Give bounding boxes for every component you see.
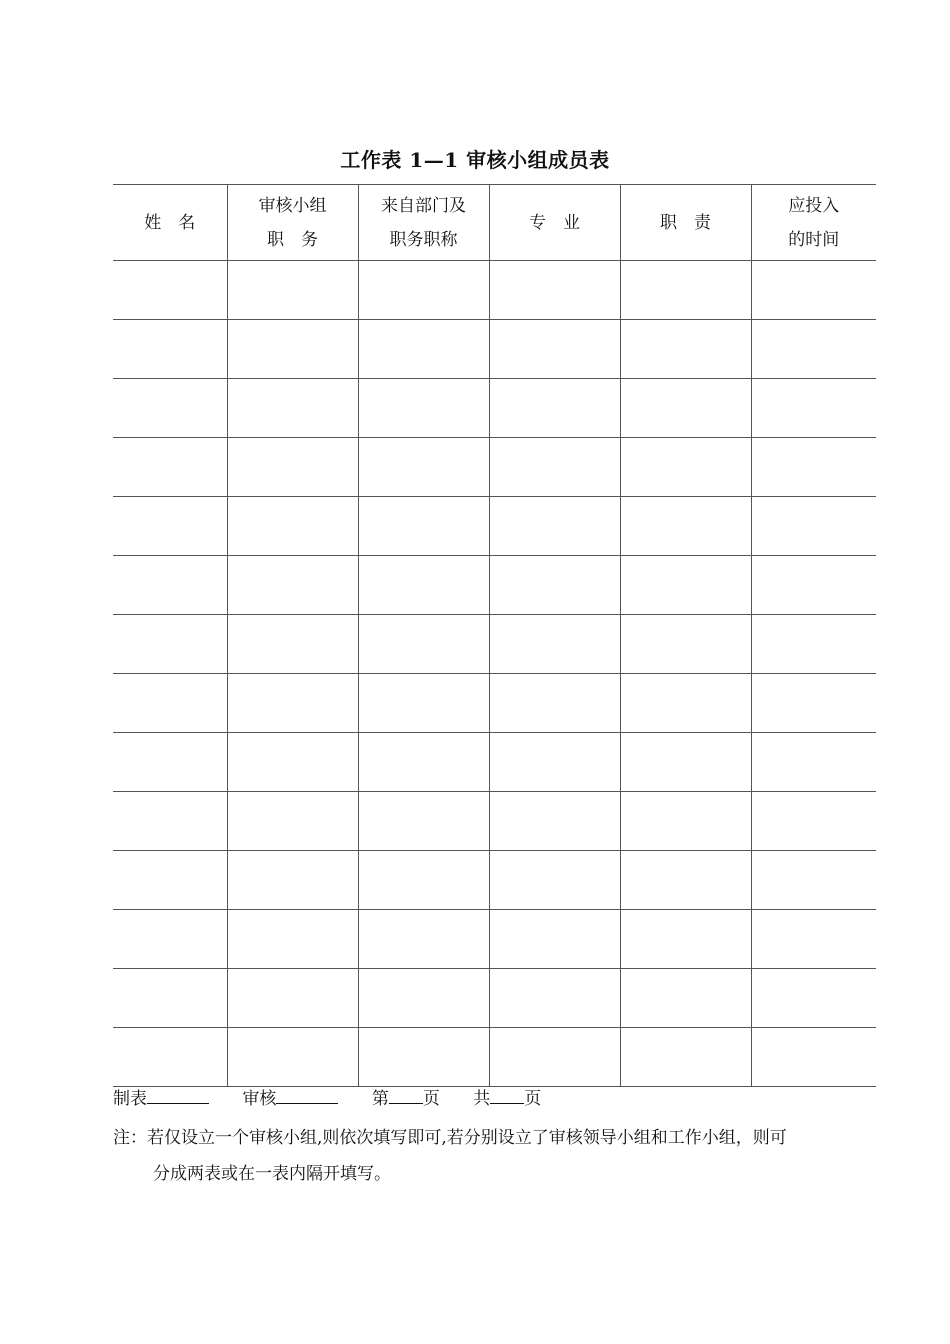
table-cell[interactable] xyxy=(358,1028,489,1087)
table-cell[interactable] xyxy=(489,556,620,615)
table-cell[interactable] xyxy=(113,320,227,379)
table-cell[interactable] xyxy=(358,438,489,497)
table-cell[interactable] xyxy=(227,438,358,497)
page-number-field[interactable] xyxy=(389,1089,423,1104)
table-cell[interactable] xyxy=(620,851,751,910)
table-cell[interactable] xyxy=(227,969,358,1028)
table-cell[interactable] xyxy=(620,497,751,556)
table-cell[interactable] xyxy=(751,320,876,379)
made-by-field[interactable] xyxy=(147,1089,209,1104)
table-cell[interactable] xyxy=(113,615,227,674)
table-cell[interactable] xyxy=(358,320,489,379)
table-cell[interactable] xyxy=(113,733,227,792)
table-cell[interactable] xyxy=(113,1028,227,1087)
table-cell[interactable] xyxy=(227,1028,358,1087)
table-cell[interactable] xyxy=(620,792,751,851)
table-cell[interactable] xyxy=(751,438,876,497)
table-cell[interactable] xyxy=(113,792,227,851)
table-cell[interactable] xyxy=(113,969,227,1028)
table-cell[interactable] xyxy=(358,379,489,438)
table-cell[interactable] xyxy=(489,261,620,320)
table-cell[interactable] xyxy=(113,497,227,556)
page-title: 工作表 1—1 审核小组成员表 xyxy=(340,148,610,172)
table-cell[interactable] xyxy=(620,379,751,438)
table-cell[interactable] xyxy=(751,851,876,910)
table-cell[interactable] xyxy=(751,733,876,792)
table-cell[interactable] xyxy=(358,910,489,969)
table-cell[interactable] xyxy=(489,438,620,497)
header-specialty: 专 业 xyxy=(489,185,620,261)
table-cell[interactable] xyxy=(489,497,620,556)
table-row xyxy=(113,556,876,615)
table-cell[interactable] xyxy=(358,497,489,556)
table-cell[interactable] xyxy=(227,261,358,320)
table-cell[interactable] xyxy=(113,674,227,733)
table-cell[interactable] xyxy=(489,851,620,910)
table-cell[interactable] xyxy=(113,438,227,497)
table-cell[interactable] xyxy=(358,969,489,1028)
table-cell[interactable] xyxy=(358,851,489,910)
table-cell[interactable] xyxy=(227,792,358,851)
header-duties: 职 责 xyxy=(620,185,751,261)
table-cell[interactable] xyxy=(113,261,227,320)
table-cell[interactable] xyxy=(620,320,751,379)
table-cell[interactable] xyxy=(751,261,876,320)
page-prefix: 第 xyxy=(371,1089,389,1109)
table-cell[interactable] xyxy=(227,379,358,438)
table-cell[interactable] xyxy=(358,792,489,851)
table-row xyxy=(113,910,876,969)
total-prefix: 共 xyxy=(473,1089,491,1109)
made-by-label: 制表 xyxy=(113,1089,147,1109)
table-cell[interactable] xyxy=(620,556,751,615)
table-cell[interactable] xyxy=(113,379,227,438)
table-cell[interactable] xyxy=(227,733,358,792)
header-time-commitment: 应投入 的时间 xyxy=(751,185,876,261)
table-cell[interactable] xyxy=(620,910,751,969)
table-cell[interactable] xyxy=(489,320,620,379)
table-row xyxy=(113,674,876,733)
table-cell[interactable] xyxy=(227,910,358,969)
review-field[interactable] xyxy=(276,1089,338,1104)
header-department-title: 来自部门及 职务职称 xyxy=(358,185,489,261)
page-suffix: 页 xyxy=(422,1089,440,1109)
table-cell[interactable] xyxy=(751,379,876,438)
table-cell[interactable] xyxy=(227,615,358,674)
review-label: 审核 xyxy=(242,1089,277,1109)
table-cell[interactable] xyxy=(489,792,620,851)
table-row xyxy=(113,379,876,438)
table-cell[interactable] xyxy=(113,556,227,615)
table-cell[interactable] xyxy=(489,910,620,969)
table-cell[interactable] xyxy=(751,1028,876,1087)
footnote xyxy=(113,1120,893,1192)
table-row xyxy=(113,320,876,379)
table-cell[interactable] xyxy=(620,1028,751,1087)
table-cell[interactable] xyxy=(113,851,227,910)
table-row xyxy=(113,438,876,497)
total-pages-field[interactable] xyxy=(490,1089,524,1104)
table-cell[interactable] xyxy=(751,792,876,851)
table-row xyxy=(113,733,876,792)
table-cell[interactable] xyxy=(227,497,358,556)
table-row xyxy=(113,851,876,910)
table-cell[interactable] xyxy=(358,556,489,615)
header-group-position: 审核小组 职 务 xyxy=(227,185,358,261)
table-row xyxy=(113,615,876,674)
table-cell[interactable] xyxy=(620,438,751,497)
table-cell[interactable] xyxy=(751,615,876,674)
table-cell[interactable] xyxy=(489,969,620,1028)
table-cell[interactable] xyxy=(751,910,876,969)
table-cell[interactable] xyxy=(751,674,876,733)
table-cell[interactable] xyxy=(620,615,751,674)
table-cell[interactable] xyxy=(620,674,751,733)
table-cell[interactable] xyxy=(358,674,489,733)
table-cell[interactable] xyxy=(358,261,489,320)
table-cell[interactable] xyxy=(489,1028,620,1087)
total-suffix: 页 xyxy=(524,1089,542,1109)
table-cell[interactable] xyxy=(358,615,489,674)
table-cell[interactable] xyxy=(620,261,751,320)
table-cell[interactable] xyxy=(751,969,876,1028)
table-cell[interactable] xyxy=(489,379,620,438)
table-row xyxy=(113,969,876,1028)
table-row xyxy=(113,497,876,556)
table-cell[interactable] xyxy=(227,674,358,733)
table-cell[interactable] xyxy=(227,320,358,379)
footnote-line-1: 注：若仅设立一个审核小组,则依次填写即可,若分别设立了审核领导小组和工作小组，则可 xyxy=(113,1128,787,1148)
members-table xyxy=(113,184,876,1087)
header-name: 姓 名 xyxy=(113,185,227,261)
table-cell[interactable] xyxy=(358,733,489,792)
table-row xyxy=(113,1028,876,1087)
table-cell[interactable] xyxy=(113,910,227,969)
table-header-row xyxy=(113,185,876,261)
table-row xyxy=(113,261,876,320)
table-cell[interactable] xyxy=(620,969,751,1028)
table-cell[interactable] xyxy=(227,851,358,910)
table-cell[interactable] xyxy=(620,733,751,792)
signature-line xyxy=(113,1084,569,1109)
table-cell[interactable] xyxy=(751,497,876,556)
table-cell[interactable] xyxy=(751,556,876,615)
table-row xyxy=(113,792,876,851)
table-cell[interactable] xyxy=(227,556,358,615)
table-cell[interactable] xyxy=(489,733,620,792)
footnote-line-2: 分成两表或在一表内隔开填写。 xyxy=(153,1164,391,1184)
table-cell[interactable] xyxy=(489,674,620,733)
table-cell[interactable] xyxy=(489,615,620,674)
